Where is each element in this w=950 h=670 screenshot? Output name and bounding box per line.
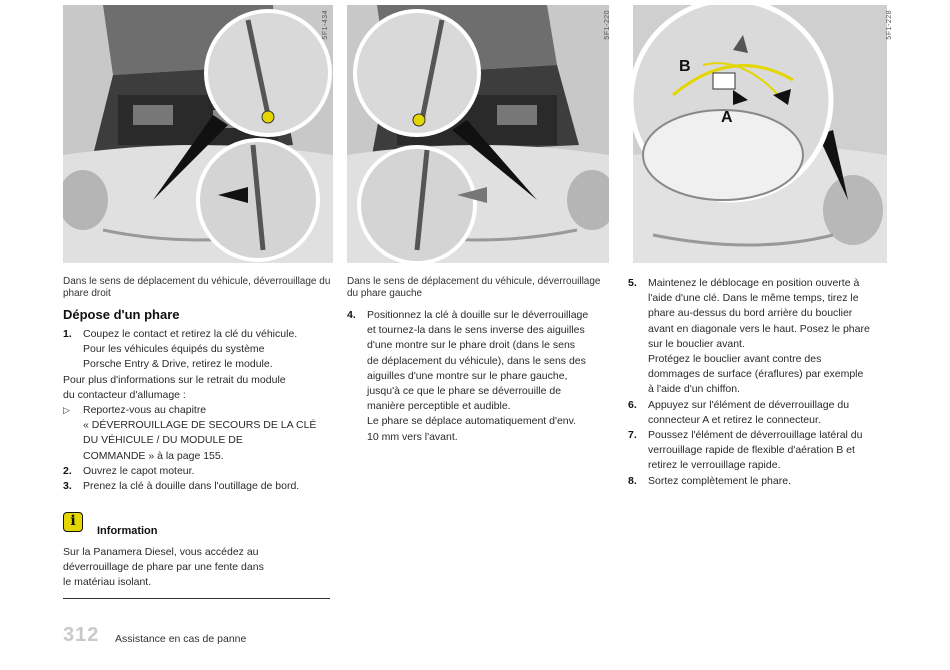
step-text: l'aide d'une clé. Dans le même temps, tirez le [648, 292, 859, 305]
step-text: avant en diagonale vers le haut. Posez le phare [648, 322, 870, 335]
footer-section-title: Assistance en cas de panne [115, 633, 247, 645]
step-text: manière perceptible et audible. [367, 400, 511, 413]
page-number: 312 [63, 624, 100, 646]
step-text: et tournez-la dans le sens inverse des aiguilles [367, 324, 585, 337]
step-number: 1. [63, 328, 72, 340]
step-1 [63, 327, 338, 373]
step-text: Coupez le contact et retirez la clé du véhicule. [83, 328, 298, 340]
step-5 [628, 276, 893, 398]
information-text [63, 545, 333, 591]
step-text: phare au-dessus du bord arrière du bouclier [648, 307, 853, 320]
step-text: d'une montre sur le phare droit (dans le sens [367, 339, 576, 352]
information-line: Sur la Panamera Diesel, vous accédez au [63, 546, 259, 558]
step-7 [628, 428, 893, 474]
step-text: Positionnez la clé à douille sur le déverrouillage [367, 309, 589, 321]
step-text: Poussez l'élément de déverrouillage latéral du [648, 429, 863, 442]
information-divider [63, 598, 330, 599]
step-text: Porsche Entry & Drive, retirez le module. [83, 358, 273, 371]
step-number: 7. [628, 429, 637, 442]
step-text: Le phare se déplace automatiquement d'env. [367, 415, 577, 428]
step-text: jusqu'à ce que le phare se déverrouille de [367, 385, 562, 398]
note-text: Pour plus d'informations sur le retrait du module [63, 373, 286, 386]
figure-headlamp-connector [633, 5, 887, 263]
step-text: 10 mm vers l'avant. [367, 430, 458, 443]
step-text: verrouillage rapide de flexible d'aération B et [648, 444, 855, 457]
chapter-reference [63, 403, 338, 464]
figure-code-3: 5F1-228 [886, 10, 893, 40]
step-text: Pour les véhicules équipés du système [83, 343, 265, 356]
step-number: 2. [63, 464, 72, 477]
step-number: 6. [628, 398, 637, 411]
figure-right-headlamp-unlock [63, 5, 333, 263]
figure-left-headlamp-unlock [347, 5, 609, 263]
caption-left-headlamp: Dans le sens de déplacement du véhicule, déverrouillage du phare gauche [347, 276, 601, 299]
reference-text: Reportez-vous au chapitre [83, 404, 207, 417]
step-text: à l'aide d'un chiffon. [648, 383, 740, 396]
step-number: 8. [628, 474, 637, 487]
step-2 [63, 464, 338, 479]
information-title: Information [97, 525, 158, 537]
step-text: dommages de surface (éraflures) par exemple [648, 368, 864, 381]
step-text: Ouvrez le capot moteur. [83, 464, 195, 477]
step-number: 4. [347, 309, 356, 321]
step-text: Maintenez le déblocage en position ouverte à [648, 277, 860, 289]
caption-right-headlamp: Dans le sens de déplacement du véhicule, déverrouillage du phare droit [63, 276, 331, 299]
triangle-arrow-icon: ▷ [63, 405, 70, 416]
step-text: Sortez complètement le phare. [648, 474, 791, 487]
information-line: déverrouillage de phare par une fente dans [63, 561, 264, 574]
step-8 [628, 474, 893, 489]
label-a: A [721, 109, 733, 126]
step-text: sur le bouclier avant. [648, 337, 745, 350]
figure-code-1: 5F1-434 [322, 10, 329, 40]
column-3 [628, 276, 893, 489]
section-title: Dépose d'un phare [63, 307, 180, 322]
step-6 [628, 398, 893, 428]
step-4 [347, 308, 612, 445]
reference-text: COMMANDE » à la page 155. [83, 449, 224, 462]
information-line: le matériau isolant. [63, 576, 152, 589]
note-text: du contacteur d'allumage : [63, 388, 186, 401]
information-icon: i [63, 512, 83, 532]
step-number: 5. [628, 277, 637, 289]
step-text: Prenez la clé à douille dans l'outillage de bord. [83, 480, 300, 493]
reference-text: DU VÉHICULE / DU MODULE DE [83, 434, 243, 447]
figure-code-2: 5F1-220 [604, 10, 611, 40]
step-text: connecteur A et retirez le connecteur. [648, 413, 821, 426]
step-text: aiguilles d'une montre sur le phare gauche, [367, 369, 568, 382]
column-2 [347, 308, 612, 445]
step-text: Protégez le bouclier avant contre des [648, 353, 822, 366]
label-b: B [679, 58, 691, 75]
step-3 [63, 479, 338, 494]
step-text: retirez le verrouillage rapide. [648, 459, 781, 472]
reference-text: « DÉVERROUILLAGE DE SECOURS DE LA CLÉ [83, 419, 317, 432]
step-text: Appuyez sur l'élément de déverrouillage du [648, 398, 850, 411]
column-1 [63, 327, 338, 494]
step-number: 3. [63, 480, 72, 493]
step-text: de déplacement du véhicule), dans le sens des [367, 354, 586, 367]
